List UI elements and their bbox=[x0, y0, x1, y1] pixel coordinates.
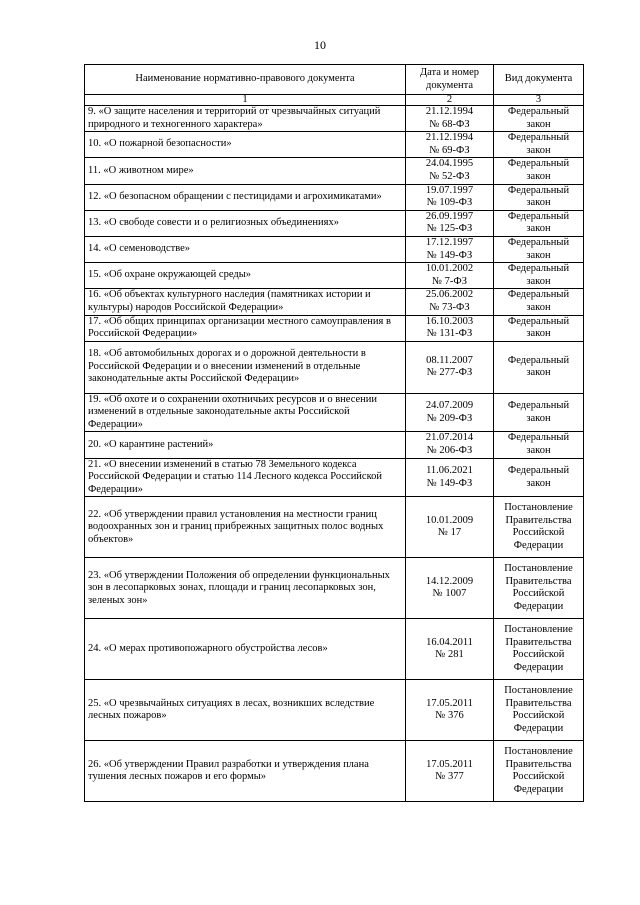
document-kind-cell bbox=[494, 289, 584, 315]
table-row bbox=[85, 236, 584, 262]
document-kind-cell bbox=[494, 315, 584, 341]
document-date-cell bbox=[406, 263, 494, 289]
document-kind-cell bbox=[494, 158, 584, 184]
document-date: 25.06.2002 bbox=[425, 289, 474, 301]
document-name-cell: 23. «Об утверждении Положения об определении функциональных зон в лесопарковых зонах, площади и границ лесопарковых зон, зеленых зон» bbox=[85, 558, 406, 619]
document-name-cell: 17. «Об общих принципах организации местного самоуправления в Российской Федерации» bbox=[85, 315, 406, 341]
document-number: № 17 bbox=[437, 527, 462, 539]
document-number: № 109-ФЗ bbox=[426, 197, 473, 209]
document-kind-line: Федерации bbox=[513, 723, 564, 735]
document-number: № 52-ФЗ bbox=[429, 170, 470, 182]
document-kind-line: закон bbox=[526, 144, 551, 156]
document-kind-cell bbox=[494, 263, 584, 289]
document-date-cell bbox=[406, 558, 494, 619]
document-number: № 69-ФЗ bbox=[429, 144, 470, 156]
table-row bbox=[85, 106, 584, 132]
document-number: № 68-ФЗ bbox=[429, 118, 470, 130]
document-kind-line: Федеральный bbox=[507, 210, 570, 222]
table-row bbox=[85, 184, 584, 210]
document-kind-line: закон bbox=[526, 367, 551, 379]
document-kind-line: Постановление bbox=[504, 563, 573, 575]
header-document-kind: Вид документа bbox=[494, 65, 584, 95]
document-number: № 73-ФЗ bbox=[429, 301, 470, 313]
table-row bbox=[85, 315, 584, 341]
document-date-cell bbox=[406, 158, 494, 184]
document-date-cell bbox=[406, 432, 494, 458]
document-number: № 206-ФЗ bbox=[426, 445, 473, 457]
document-kind-line: Правительства bbox=[505, 636, 572, 648]
document-kind-line: Федеральный bbox=[507, 289, 570, 301]
document-kind-line: Федеральный bbox=[507, 158, 570, 170]
document-date: 26.09.1997 bbox=[425, 210, 474, 222]
document-kind-cell bbox=[494, 458, 584, 497]
table-row bbox=[85, 741, 584, 802]
document-date: 10.01.2002 bbox=[425, 263, 474, 275]
table-row bbox=[85, 210, 584, 236]
document-kind-line: Федеральный bbox=[507, 236, 570, 248]
document-kind-cell bbox=[494, 619, 584, 680]
table-row bbox=[85, 132, 584, 158]
document-date-cell bbox=[406, 315, 494, 341]
document-date: 17.12.1997 bbox=[425, 236, 474, 248]
document-kind-line: Постановление bbox=[504, 746, 573, 758]
document-number: № 1007 bbox=[432, 588, 467, 600]
document-number: № 277-ФЗ bbox=[426, 367, 473, 379]
document-kind-line: Федеральный bbox=[507, 132, 570, 144]
document-date: 21.12.1994 bbox=[425, 132, 474, 144]
column-index: 1 bbox=[85, 95, 406, 106]
document-kind-line: Правительства bbox=[505, 697, 572, 709]
document-kind-line: закон bbox=[526, 170, 551, 182]
document-kind-cell bbox=[494, 132, 584, 158]
document-number: № 149-ФЗ bbox=[426, 477, 473, 489]
document-date-cell bbox=[406, 210, 494, 236]
document-kind-cell bbox=[494, 432, 584, 458]
document-kind-cell bbox=[494, 680, 584, 741]
document-kind-line: Федеральный bbox=[507, 354, 570, 366]
document-date-cell bbox=[406, 184, 494, 210]
header-date-number: Дата и номер документа bbox=[406, 65, 494, 95]
document-kind-cell bbox=[494, 236, 584, 262]
document-number: № 281 bbox=[435, 649, 464, 661]
document-name-cell: 26. «Об утверждении Правил разработки и утверждения плана тушения лесных пожаров и его формы» bbox=[85, 741, 406, 802]
table-row bbox=[85, 341, 584, 393]
document-kind-line: Российской bbox=[512, 588, 565, 600]
document-kind-line: Правительства bbox=[505, 514, 572, 526]
document-date: 21.07.2014 bbox=[425, 432, 474, 444]
document-number: № 149-ФЗ bbox=[426, 249, 473, 261]
document-name-cell: 22. «Об утверждении правил установления на местности границ водоохранных зон и границ прибрежных защитных полос водных объектов» bbox=[85, 497, 406, 558]
table-row bbox=[85, 497, 584, 558]
document-kind-line: закон bbox=[526, 223, 551, 235]
document-kind-line: Постановление bbox=[504, 624, 573, 636]
table-row bbox=[85, 619, 584, 680]
document-kind-line: закон bbox=[526, 275, 551, 287]
document-date: 08.11.2007 bbox=[426, 354, 473, 366]
document-kind-cell bbox=[494, 497, 584, 558]
document-kind-line: Правительства bbox=[505, 758, 572, 770]
document-name-cell: 21. «О внесении изменений в статью 78 Земельного кодекса Российской Федерации и статью 114 Лесного кодекса Российской Федерации» bbox=[85, 458, 406, 497]
document-kind-line: Постановление bbox=[504, 685, 573, 697]
document-kind-line: Правительства bbox=[505, 575, 572, 587]
document-kind-cell bbox=[494, 558, 584, 619]
document-kind-line: закон bbox=[526, 197, 551, 209]
document-kind-cell bbox=[494, 741, 584, 802]
document-name-cell: 9. «О защите населения и территорий от чрезвычайных ситуаций природного и техногенного характера» bbox=[85, 106, 406, 132]
document-kind-line: Федеральный bbox=[507, 315, 570, 327]
table-row bbox=[85, 263, 584, 289]
document-date: 24.07.2009 bbox=[425, 399, 474, 411]
document-kind-line: Федерации bbox=[513, 662, 564, 674]
document-kind-line: Федеральный bbox=[507, 399, 570, 411]
document-number: № 376 bbox=[435, 710, 464, 722]
table-row bbox=[85, 558, 584, 619]
page-number: 10 bbox=[314, 38, 326, 52]
document-name-cell: 13. «О свободе совести и о религиозных объединениях» bbox=[85, 210, 406, 236]
document-name-cell: 19. «Об охоте и о сохранении охотничьих ресурсов и о внесении изменений в отдельные законодательные акты Российской Федерации» bbox=[85, 393, 406, 432]
document-kind-line: закон bbox=[526, 301, 551, 313]
document-date-cell bbox=[406, 619, 494, 680]
column-index: 3 bbox=[494, 95, 584, 106]
table-header-row bbox=[85, 65, 584, 95]
document-name-cell: 15. «Об охране окружающей среды» bbox=[85, 263, 406, 289]
legal-documents-table bbox=[84, 64, 584, 802]
document-number: № 209-ФЗ bbox=[426, 412, 473, 424]
document-date: 16.04.2011 bbox=[426, 636, 473, 648]
document-date-cell bbox=[406, 289, 494, 315]
table-row bbox=[85, 680, 584, 741]
document-kind-line: Российской bbox=[512, 649, 565, 661]
document-name-cell: 10. «О пожарной безопасности» bbox=[85, 132, 406, 158]
document-date-cell bbox=[406, 341, 494, 393]
document-number: № 7-ФЗ bbox=[432, 275, 467, 287]
document-kind-line: закон bbox=[526, 249, 551, 261]
document-date: 10.01.2009 bbox=[425, 514, 474, 526]
document-name-cell: 20. «О карантине растений» bbox=[85, 432, 406, 458]
document-kind-cell bbox=[494, 341, 584, 393]
document-name-cell: 25. «О чрезвычайных ситуациях в лесах, возникших вследствие лесных пожаров» bbox=[85, 680, 406, 741]
document-number: № 125-ФЗ bbox=[426, 223, 473, 235]
document-kind-line: Федерации bbox=[513, 540, 564, 552]
document-kind-line: Федеральный bbox=[507, 184, 570, 196]
document-kind-line: Российской bbox=[512, 771, 565, 783]
document-date: 21.12.1994 bbox=[425, 106, 474, 117]
table-row bbox=[85, 289, 584, 315]
document-kind-line: Российской bbox=[512, 710, 565, 722]
document-kind-cell bbox=[494, 106, 584, 132]
document-date: 11.06.2021 bbox=[426, 464, 473, 476]
document-name-cell: 16. «Об объектах культурного наследия (памятниках истории и культуры) народов Российской Федерации» bbox=[85, 289, 406, 315]
document-kind-line: Федеральный bbox=[507, 263, 570, 275]
document-date: 17.05.2011 bbox=[426, 758, 473, 770]
document-date: 24.04.1995 bbox=[425, 158, 474, 170]
document-name-cell: 24. «О мерах противопожарного обустройства лесов» bbox=[85, 619, 406, 680]
header-document-name: Наименование нормативно-правового документа bbox=[85, 65, 406, 95]
document-kind-line: Федеральный bbox=[507, 464, 570, 476]
document-kind-cell bbox=[494, 393, 584, 432]
table-row bbox=[85, 432, 584, 458]
document-kind-cell bbox=[494, 184, 584, 210]
document-date-cell bbox=[406, 132, 494, 158]
document-date-cell bbox=[406, 680, 494, 741]
column-index: 2 bbox=[406, 95, 494, 106]
table-row bbox=[85, 158, 584, 184]
document-kind-line: Постановление bbox=[504, 502, 573, 514]
document-date: 16.10.2003 bbox=[425, 315, 474, 327]
document-name-cell: 18. «Об автомобильных дорогах и о дорожной деятельности в Российской Федерации и о внесении изменений в отдельные законодательные акты Российской Федерации» bbox=[85, 341, 406, 393]
document-kind-line: Федерации bbox=[513, 601, 564, 613]
document-date-cell bbox=[406, 236, 494, 262]
table-row bbox=[85, 393, 584, 432]
table-row bbox=[85, 458, 584, 497]
document-date-cell bbox=[406, 106, 494, 132]
document-kind-line: закон bbox=[526, 328, 551, 340]
document-kind-line: закон bbox=[526, 412, 551, 424]
column-index-row bbox=[85, 95, 584, 106]
document-date: 14.12.2009 bbox=[425, 575, 474, 587]
document-date-cell bbox=[406, 741, 494, 802]
document-kind-line: Федеральный bbox=[507, 106, 570, 117]
document-number: № 377 bbox=[435, 771, 464, 783]
document-date: 19.07.1997 bbox=[425, 184, 474, 196]
document-kind-line: Федеральный bbox=[507, 432, 570, 444]
document-kind-line: закон bbox=[526, 445, 551, 457]
document-kind-cell bbox=[494, 210, 584, 236]
document-date-cell bbox=[406, 497, 494, 558]
document-kind-line: Российской bbox=[512, 527, 565, 539]
document-kind-line: Федерации bbox=[513, 784, 564, 796]
document-name-cell: 11. «О животном мире» bbox=[85, 158, 406, 184]
document-date-cell bbox=[406, 458, 494, 497]
document-kind-line: закон bbox=[526, 118, 551, 130]
document-name-cell: 12. «О безопасном обращении с пестицидами и агрохимикатами» bbox=[85, 184, 406, 210]
document-name-cell: 14. «О семеноводстве» bbox=[85, 236, 406, 262]
document-number: № 131-ФЗ bbox=[426, 328, 473, 340]
document-date: 17.05.2011 bbox=[426, 697, 473, 709]
document-date-cell bbox=[406, 393, 494, 432]
document-kind-line: закон bbox=[526, 477, 551, 489]
